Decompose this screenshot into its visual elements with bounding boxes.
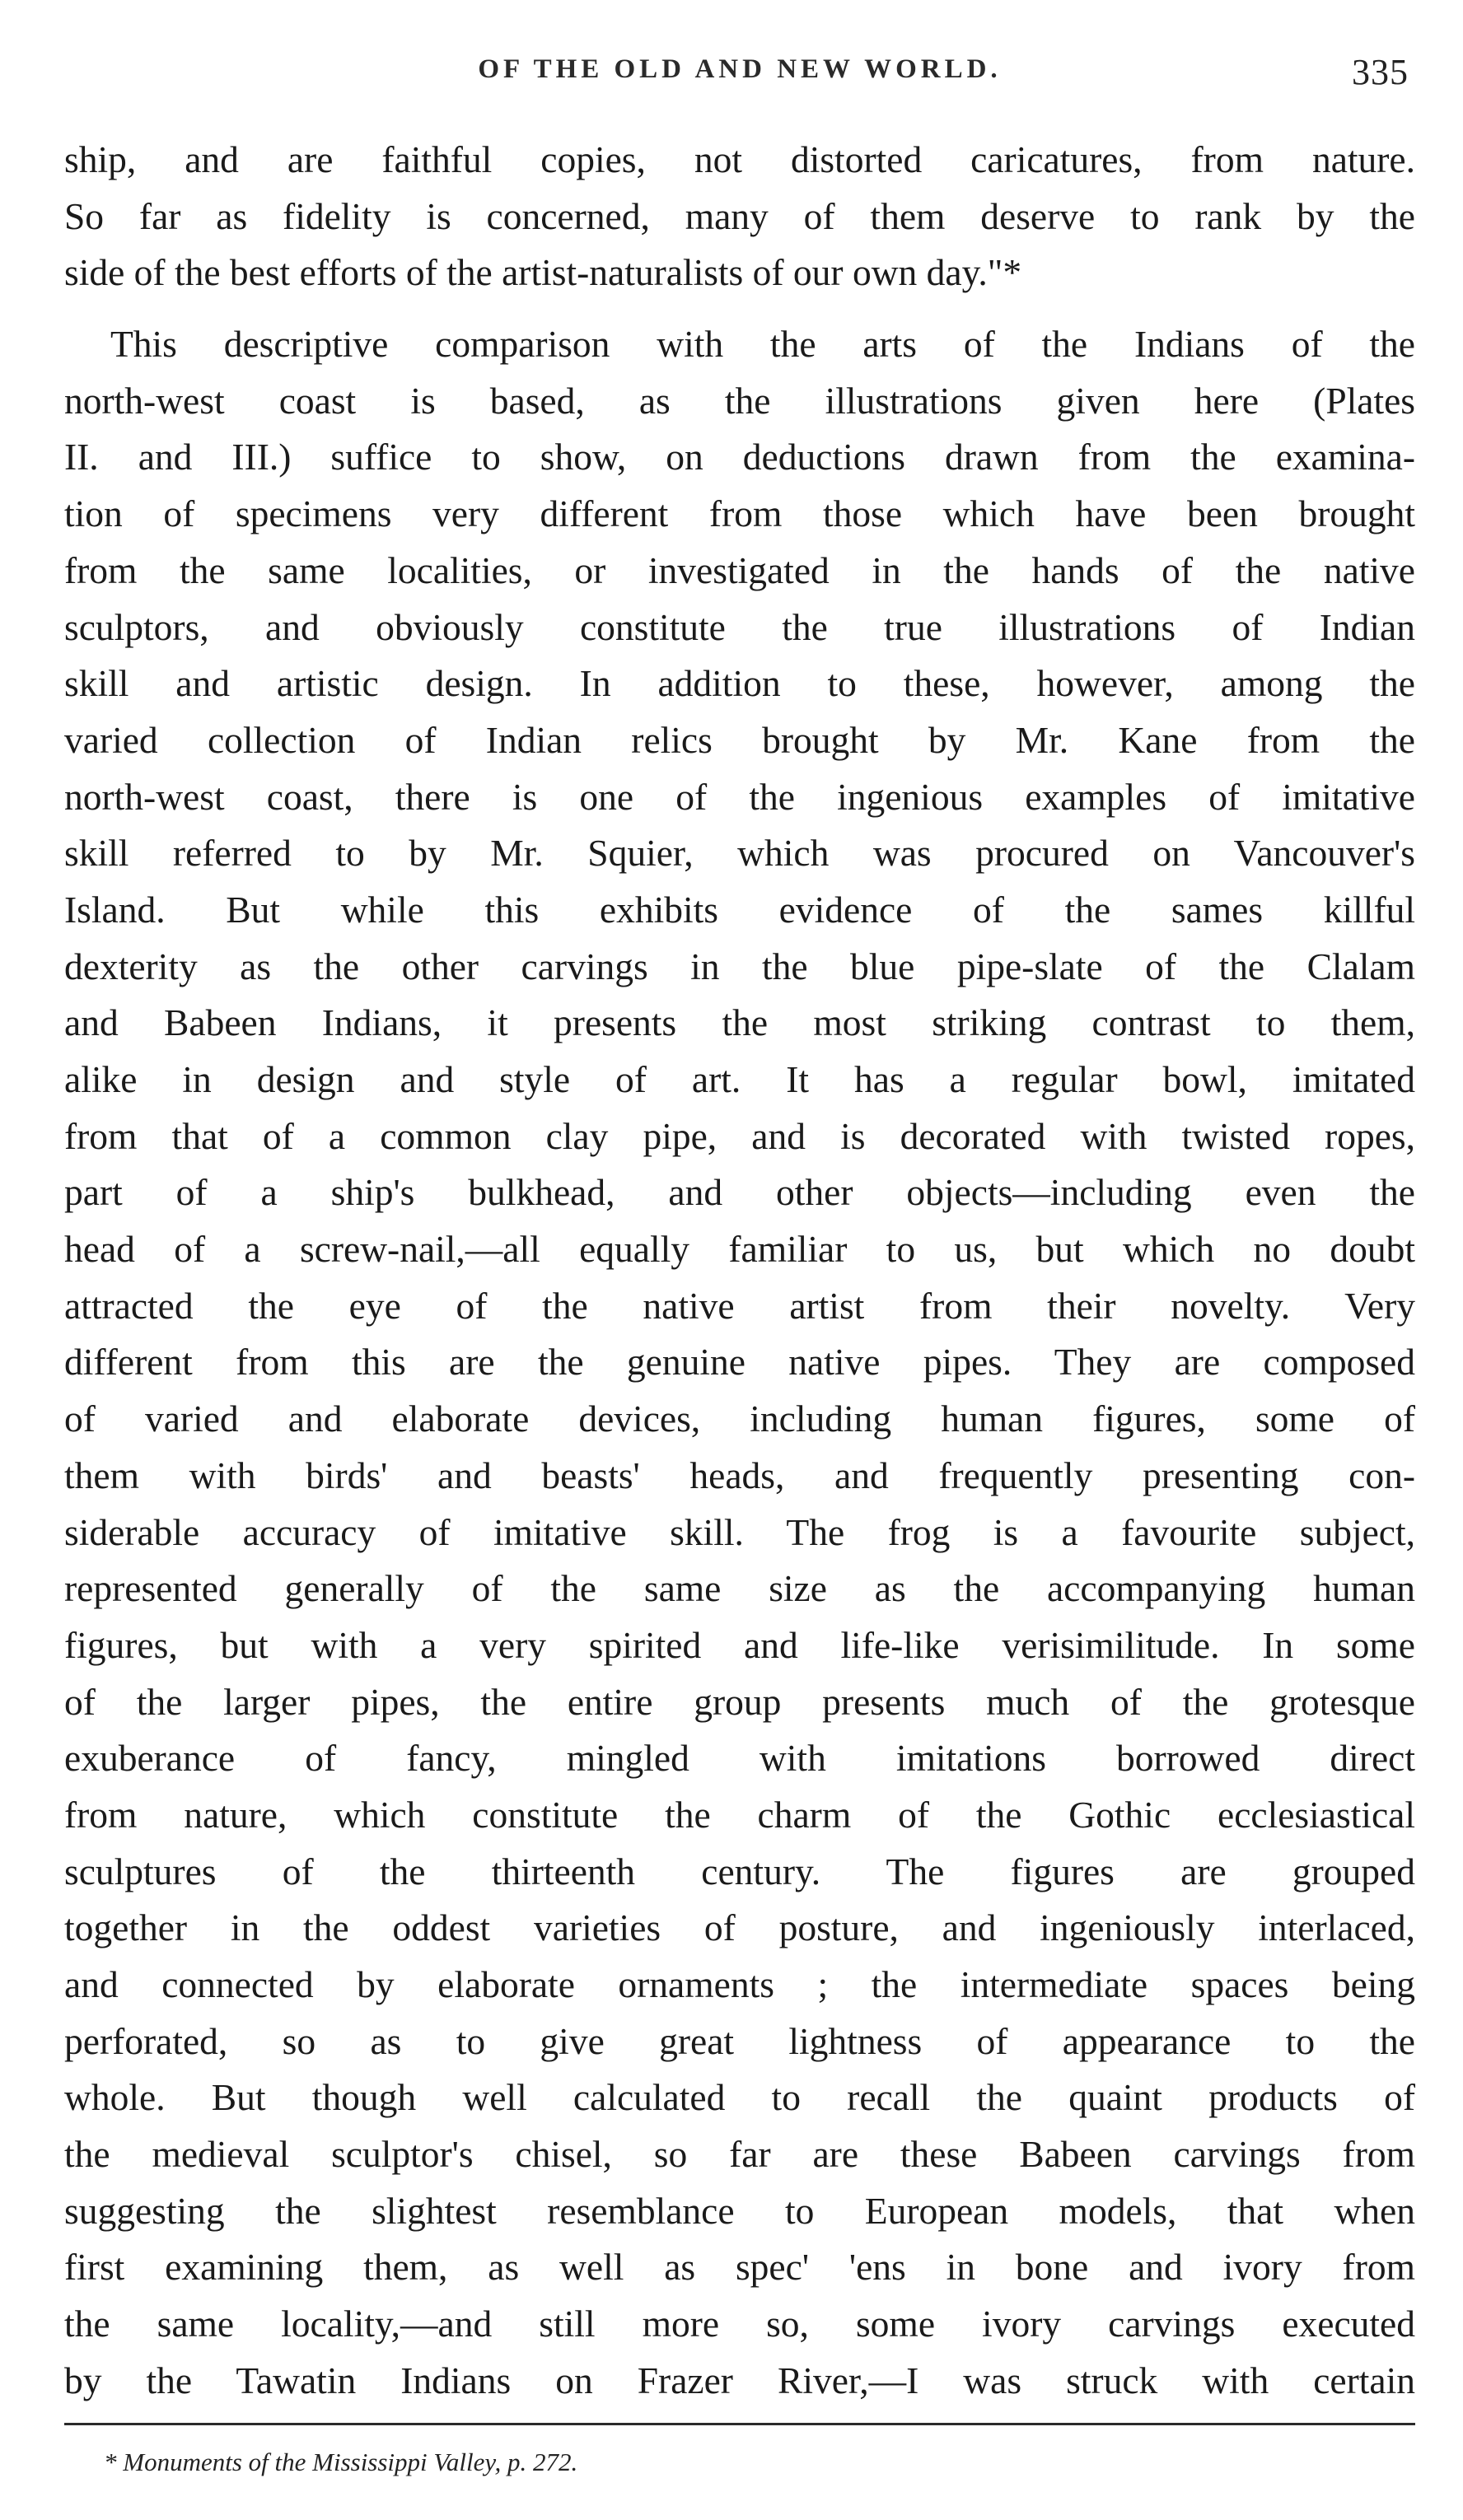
text-line: together in the oddest varieties of posture, and ingeniously interlaced, <box>64 1906 1415 1949</box>
body-text <box>64 132 1415 2410</box>
text-line: whole. But though well calculated to recall the quaint products of <box>64 2076 1415 2119</box>
text-line: head of a screw-nail,—all equally familiar to us, but which no doubt <box>64 1228 1415 1271</box>
text-line: suggesting the slightest resemblance to European models, that when <box>64 2189 1415 2232</box>
text-line: skill and artistic design. In addition to these, however, among the <box>64 662 1415 705</box>
running-title: OF THE OLD AND NEW WORLD. <box>478 54 1002 84</box>
text-line: So far as fidelity is concerned, many of them deserve to rank by the <box>64 194 1415 237</box>
text-line: of varied and elaborate devices, including human figures, some of <box>64 1398 1415 1440</box>
text-line: tion of specimens very different from those which have been brought <box>64 492 1415 535</box>
text-line: attracted the eye of the native artist from their novelty. Very <box>64 1284 1415 1327</box>
running-head <box>64 51 1415 109</box>
text-line: from that of a common clay pipe, and is decorated with twisted ropes, <box>64 1114 1415 1157</box>
text-line: perforated, so as to give great lightness of appearance to the <box>64 2019 1415 2062</box>
text-line: the same locality,—and still more so, some ivory carvings executed <box>64 2303 1415 2345</box>
text-line: part of a ship's bulkhead, and other objects—including even the <box>64 1171 1415 1214</box>
text-line: different from this are the genuine native pipes. They are composed <box>64 1341 1415 1384</box>
paragraph-gap <box>64 301 1415 316</box>
text-line: and Babeen Indians, it presents the most striking contrast to them, <box>64 1001 1415 1044</box>
text-line: from nature, which constitute the charm of the Gothic ecclesiastical <box>64 1793 1415 1836</box>
text-line: This descriptive comparison with the arts of the Indians of the <box>110 323 1415 366</box>
text-line: north-west coast is based, as the illustrations given here (Plates <box>64 379 1415 422</box>
text-line: represented generally of the same size as the accompanying human <box>64 1567 1415 1610</box>
text-line: Island. But while this exhibits evidence of the sames killful <box>64 888 1415 931</box>
text-line: II. and III.) suffice to show, on deductions drawn from the examina- <box>64 436 1415 478</box>
text-line: of the larger pipes, the entire group presents much of the grotesque <box>64 1680 1415 1723</box>
text-line: dexterity as the other carvings in the blue pipe-slate of the Clalam <box>64 945 1415 987</box>
text-line: the medieval sculptor's chisel, so far are these Babeen carvings from <box>64 2133 1415 2176</box>
text-line: from the same localities, or investigated in the hands of the native <box>64 548 1415 591</box>
text-line: first examining them, as well as spec' 'ens in bone and ivory from <box>64 2246 1415 2289</box>
text-line: sculptures of the thirteenth century. The figures are grouped <box>64 1850 1415 1892</box>
text-line: sculptors, and obviously constitute the true illustrations of Indian <box>64 605 1415 648</box>
text-line: exuberance of fancy, mingled with imitations borrowed direct <box>64 1737 1415 1780</box>
text-line: north-west coast, there is one of the ingenious examples of imitative <box>64 775 1415 818</box>
text-line: ship, and are faithful copies, not distorted caricatures, from nature. <box>64 138 1415 180</box>
paragraph-2 <box>64 316 1415 2409</box>
text-line: varied collection of Indian relics brought by Mr. Kane from the <box>64 718 1415 761</box>
text-line: them with birds' and beasts' heads, and frequently presenting con- <box>64 1454 1415 1496</box>
text-line: alike in design and style of art. It has a regular bowl, imitated <box>64 1058 1415 1100</box>
text-line: side of the best efforts of the artist-naturalists of our own day."* <box>64 251 1022 294</box>
book-page <box>64 51 1415 2489</box>
page-number: 335 <box>1352 52 1409 92</box>
text-line: figures, but with a very spirited and life-like verisimilitude. In some <box>64 1623 1415 1666</box>
text-line: by the Tawatin Indians on Frazer River,—I was struck with certain <box>64 2359 1415 2401</box>
footnote-divider <box>64 2423 1415 2425</box>
text-line: and connected by elaborate ornaments ; the intermediate spaces being <box>64 1963 1415 2005</box>
text-line: siderable accuracy of imitative skill. The frog is a favourite subject, <box>64 1510 1415 1553</box>
text-line: skill referred to by Mr. Squier, which was procured on Vancouver's <box>64 832 1415 875</box>
paragraph-1 <box>64 132 1415 301</box>
footnote: * Monuments of the Mississippi Valley, p. 272. <box>104 2448 578 2476</box>
